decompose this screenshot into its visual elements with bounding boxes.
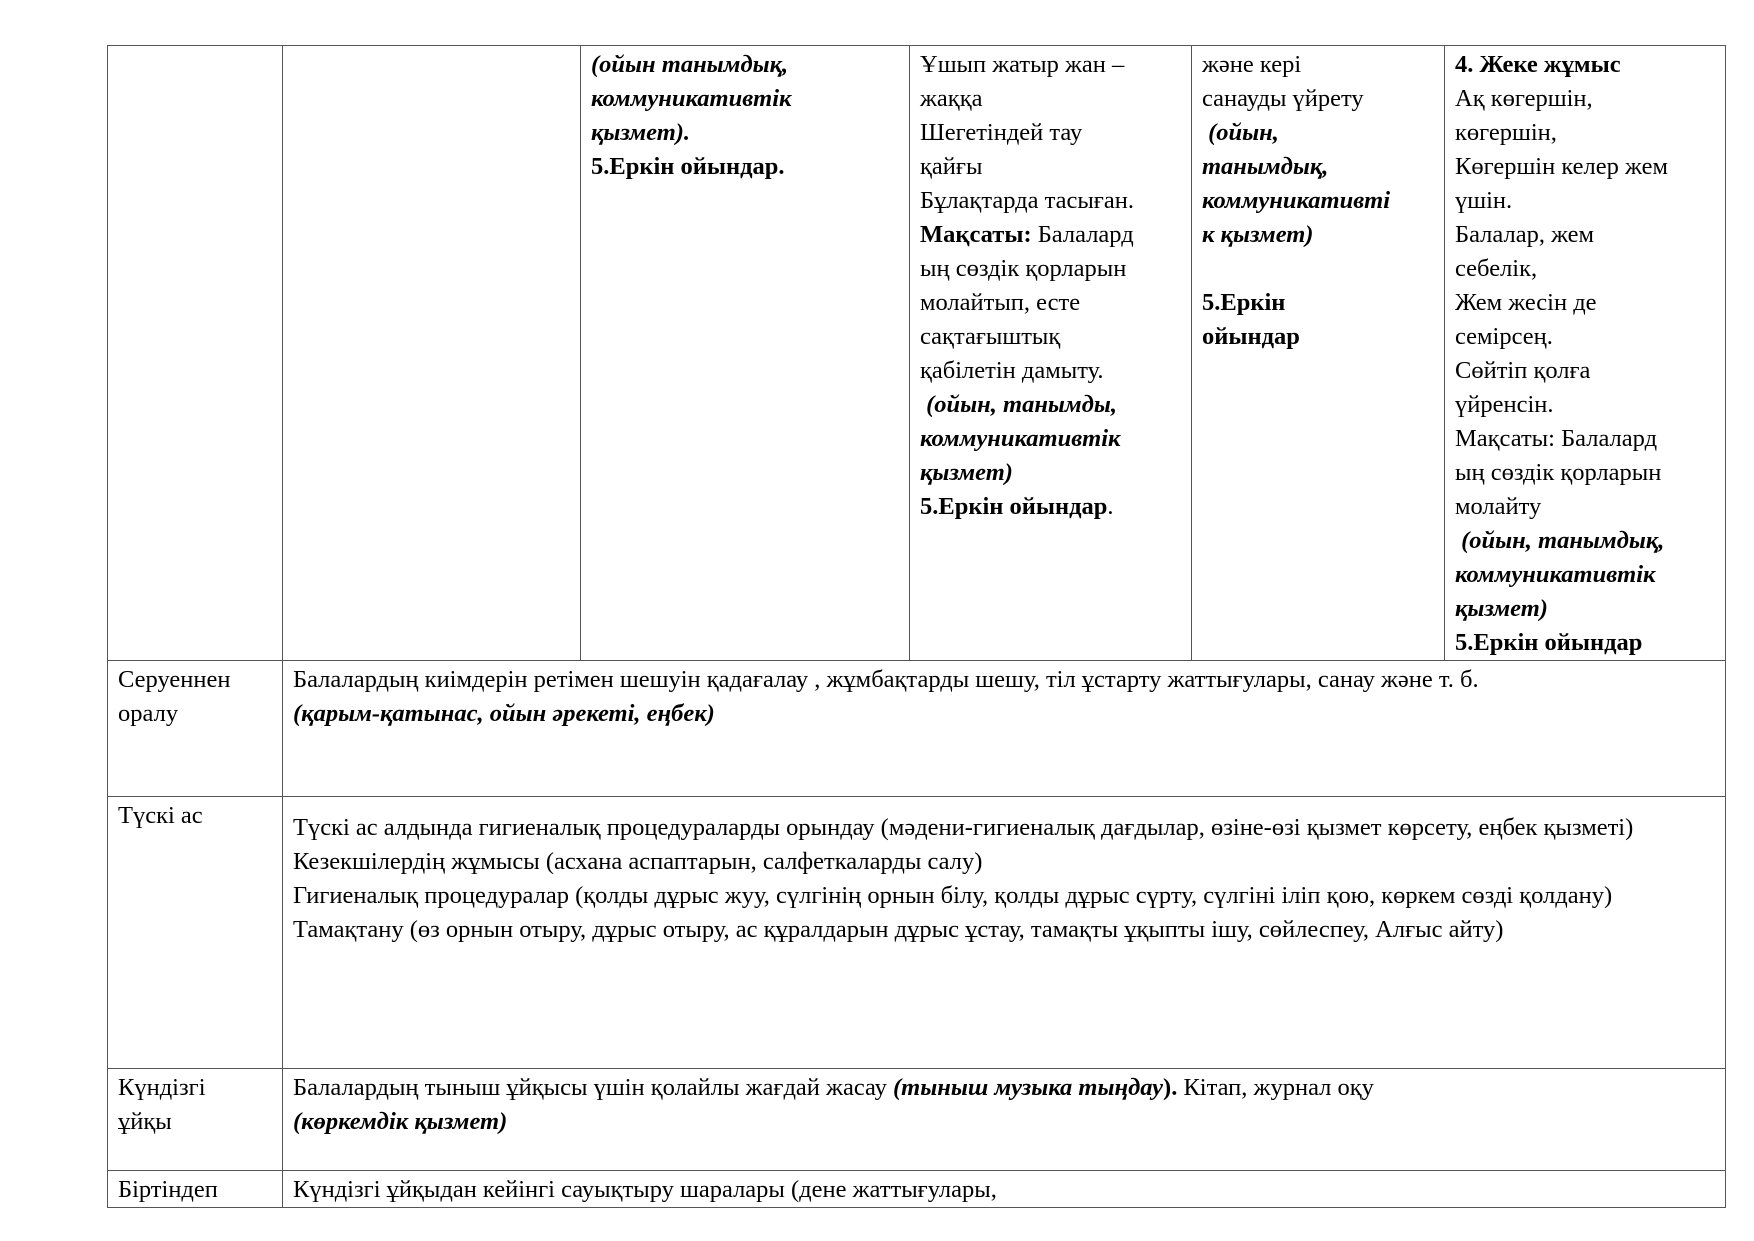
section-heading: 4. Жеке жұмыс <box>1455 51 1621 78</box>
gradual-text: Күндізгі ұйқыдан кейінгі сауықтыру шаралары (дене жаттығулары, <box>293 1176 997 1203</box>
poem-line: қайғы <box>920 153 983 180</box>
poem-line: Ұшып жатыр жан – <box>920 51 1125 78</box>
poem-line: үшін. <box>1455 187 1513 214</box>
poem-line: Көгершін келер жем <box>1455 153 1668 180</box>
poem-line: Балалар, жем <box>1455 221 1595 248</box>
table-row-lunch <box>108 797 1726 1069</box>
goal-line: сақтағыштық <box>920 323 1061 350</box>
row-label-return-walk <box>108 661 283 797</box>
row-content-return-walk <box>283 661 1726 797</box>
lunch-paragraph: Гигиеналық процедуралар (қолды дұрыс жуу, сүлгінің орнын білу, қолды дұрыс сүрту, сүлгіні іліп қою, көркем сөзді қолдану) <box>293 882 1613 909</box>
free-play-label: 5.Еркін ойындар. <box>591 153 785 180</box>
poem-line: себелік, <box>1455 255 1538 282</box>
activity-type-line: (көркемдік қызмет) <box>293 1108 508 1135</box>
activity-type-line: (қарым-қатынас, ойын әрекеті, еңбек) <box>293 700 715 727</box>
row-label-gradual <box>108 1171 283 1208</box>
cell-empty-2 <box>283 46 581 661</box>
free-play-tail: . <box>1107 493 1114 520</box>
nap-text <box>293 1071 1716 1105</box>
row-content-nap <box>283 1069 1726 1171</box>
table-row-gradual <box>108 1171 1726 1208</box>
table-row-return-walk <box>108 661 1726 797</box>
cell-activity-col3 <box>581 46 910 661</box>
goal-line: ың сөздік қорларын <box>1455 459 1662 486</box>
row-label-line: Күндізгі <box>118 1074 206 1101</box>
poem-line: Сөйтіп қолға <box>1455 357 1591 384</box>
nap-music-close: ). <box>1163 1074 1178 1101</box>
text-line: және кері <box>1202 51 1302 78</box>
activity-type-line: қызмет) <box>1455 595 1548 622</box>
goal-line <box>920 218 1182 252</box>
row-label-nap <box>108 1069 283 1171</box>
poem-line: үйренсін. <box>1455 391 1554 418</box>
activity-type-line: коммуникативтік <box>1455 561 1656 588</box>
free-play-label: 5.Еркін <box>1202 289 1286 316</box>
poem-line: жаққа <box>920 85 983 112</box>
cell-empty-1 <box>108 46 283 661</box>
goal-line: молайтып, есте <box>920 289 1081 316</box>
activity-type-line: (ойын, танымды, <box>920 391 1117 418</box>
free-play-label: 5.Еркін ойындар <box>920 493 1108 520</box>
nap-music-group <box>893 1074 1177 1101</box>
goal-line: молайту <box>1455 493 1542 520</box>
poem-line: көгершін, <box>1455 119 1557 146</box>
activity-type-line: (ойын, <box>1202 119 1279 146</box>
return-walk-text: Балалардың киімдерін ретімен шешуін қадағалау , жұмбақтарды шешу, тіл ұстарту жаттығулары, санау және т. б. <box>293 666 1479 693</box>
goal-line: ың сөздік қорларын <box>920 255 1127 282</box>
poem-line: Жем жесін де <box>1455 289 1597 316</box>
poem-line: Бұлақтарда тасыған. <box>920 187 1134 214</box>
table-row-nap <box>108 1069 1726 1171</box>
text-line: (ойын танымдық, <box>591 51 789 78</box>
text-line: санауды үйрету <box>1202 85 1364 112</box>
lunch-paragraph: Кезекшілердің жұмысы (асхана аспаптарын, салфеткаларды салу) <box>293 848 983 875</box>
poem-line: Ақ көгершін, <box>1455 85 1593 112</box>
cell-activity-col6 <box>1445 46 1726 661</box>
schedule-table <box>107 45 1726 1208</box>
row-label-line: оралу <box>118 700 179 727</box>
row-content-gradual <box>283 1171 1726 1208</box>
goal-line: қабілетін дамыту. <box>920 357 1104 384</box>
table-row-activities <box>108 46 1726 661</box>
activity-type-line: танымдық, <box>1202 153 1329 180</box>
text-line: коммуникативтік <box>591 85 792 112</box>
free-play-label: 5.Еркін ойындар <box>1455 629 1643 656</box>
goal-line: Мақсаты: Балалард <box>1455 425 1658 452</box>
poem-line: Шегетіндей тау <box>920 119 1083 146</box>
text-line: қызмет). <box>591 119 691 146</box>
poem-line: семірсең. <box>1455 323 1553 350</box>
row-label-lunch <box>108 797 283 1069</box>
goal-label: Мақсаты: <box>920 221 1032 248</box>
activity-type-line: коммуникативтік <box>920 425 1121 452</box>
lunch-paragraph: Түскі ас алдында гигиеналық процедураларды орындау (мәдени-гигиеналық дағдылар, өзіне-өзі қызмет көрсету, еңбек қызметі) <box>293 814 1634 841</box>
row-label-line: Түскі ас <box>118 802 203 829</box>
row-content-lunch <box>283 797 1726 1069</box>
nap-text-start: Балалардың тыныш ұйқысы үшін қолайлы жағдай жасау <box>293 1074 893 1101</box>
nap-music: (тыныш музыка тыңдау <box>893 1074 1164 1101</box>
activity-type-line: к қызмет) <box>1202 221 1314 248</box>
row-label-line: ұйқы <box>118 1108 172 1135</box>
goal-text: Балалард <box>1031 221 1134 248</box>
free-play-label: ойындар <box>1202 323 1300 350</box>
lunch-paragraph: Тамақтану (өз орнын отыру, дұрыс отыру, ас құралдарын дұрыс ұстау, тамақты ұқыпты ішу, сөйлеспеу, Алғыс айту) <box>293 916 1504 943</box>
spacer <box>1202 252 1435 286</box>
cell-activity-col4 <box>910 46 1192 661</box>
activity-type-line: қызмет) <box>920 459 1013 486</box>
row-label-line: Біртіндеп <box>118 1176 218 1203</box>
activity-type-line: (ойын, танымдық, <box>1455 527 1665 554</box>
row-label-line: Серуеннен <box>118 666 231 693</box>
cell-activity-col5 <box>1192 46 1445 661</box>
activity-type-line: коммуникативті <box>1202 187 1391 214</box>
free-play-line <box>920 490 1182 524</box>
nap-text-end: Кітап, журнал оқу <box>1177 1074 1374 1101</box>
